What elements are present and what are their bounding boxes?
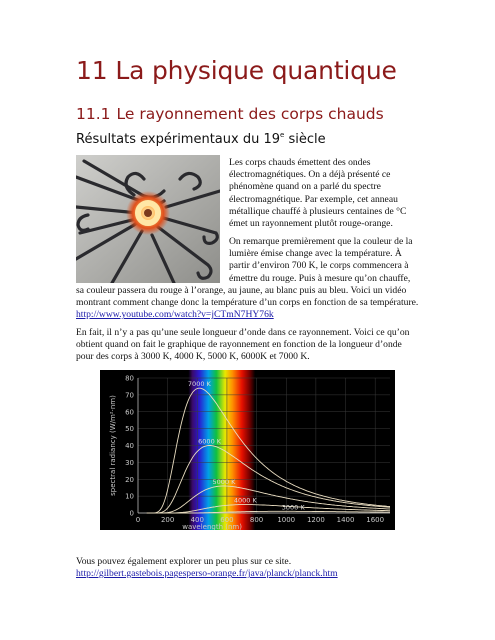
- x-tick-label: 400: [190, 516, 204, 524]
- x-tick-label: 1200: [306, 516, 325, 524]
- y-tick-label: 10: [125, 492, 134, 501]
- subsection-title: Résultats expérimentaux du 19e siècle: [76, 131, 326, 147]
- x-tick-label: 1600: [366, 516, 385, 524]
- y-tick-label: 60: [125, 408, 134, 417]
- series-label-7000k: 7000 K: [187, 380, 211, 389]
- x-tick-label: 800: [249, 516, 264, 524]
- paragraph-color-change: On remarque premièrement que la couleur de la lumière émise change avec la température. À partir d’environ 700 K, le corps commencera à émettre du rouge. Puis à mesure qu’on chauffe,: [229, 236, 413, 284]
- y-tick-label: 40: [125, 442, 134, 450]
- paragraph-color-change-cont: sa couleur passera du rouge à l’orange, au jaune, au blanc puis au bleu. Voici un vidéo montrant comment change donc la température d’un corps en fonction de sa température. http://www.youtube.com/watch?v=jCTmN7HY76k: [76, 285, 419, 321]
- y-axis-label: spectral radiancy (W/m²·nm): [109, 395, 117, 496]
- series-label-6000k: 6000 K: [198, 437, 222, 446]
- series-label-4000k: 4000 K: [233, 496, 257, 505]
- y-tick-label: 20: [125, 475, 134, 484]
- paragraph-intro: Les corps chauds émettent des ondes électromagnétiques. On a déjà présenté ce phénomène quand on a parlé du spectre électromagnétique. Par exemple, cet anneau métallique chauffé à plusieurs centaines de °C émet un rayonnement plutôt rouge-orange.: [229, 157, 407, 230]
- y-tick-label: 50: [125, 425, 134, 434]
- youtube-link[interactable]: http://www.youtube.com/watch?v=jCTmN7HY76k: [76, 309, 274, 321]
- x-tick-label: 1400: [336, 516, 355, 524]
- section-title: 11.1 Le rayonnement des corps chauds: [76, 105, 384, 123]
- x-tick-label: 600: [220, 516, 234, 524]
- series-label-3000k: 3000 K: [281, 503, 305, 512]
- x-tick-label: 1000: [277, 516, 296, 524]
- x-axis-label: wavelength (nm): [182, 523, 242, 530]
- blackbody-radiation-chart: [100, 370, 395, 530]
- y-tick-label: 70: [125, 391, 134, 400]
- y-tick-label: 80: [125, 374, 134, 383]
- y-tick-label: 0: [129, 509, 134, 518]
- y-tick-label: 30: [125, 458, 134, 467]
- chapter-title: 11 La physique quantique: [76, 56, 397, 85]
- chart-svg: [100, 370, 395, 530]
- paragraph-explore: Vous pouvez également explorer un peu plus sur ce site. http://gilbert.gastebois.pagesperso-orange.fr/java/planck/planck.htm: [76, 556, 338, 580]
- x-tick-label: 0: [135, 516, 141, 524]
- paragraph-spectrum: En fait, il n’y a pas qu’une seule longueur d’onde dans ce rayonnement. Voici ce qu’on obtient quand on fait le graphique de rayonnement en fonction de la longueur d’onde pour des corps à 3000 K, 4000 K, 5000 K, 6000K et 7000 K.: [76, 327, 410, 363]
- series-label-5000k: 5000 K: [212, 478, 236, 486]
- x-tick-label: 200: [160, 516, 175, 524]
- glowing-ring-photo: [76, 155, 220, 283]
- planck-link[interactable]: http://gilbert.gastebois.pagesperso-orange.fr/java/planck/planck.htm: [76, 568, 338, 580]
